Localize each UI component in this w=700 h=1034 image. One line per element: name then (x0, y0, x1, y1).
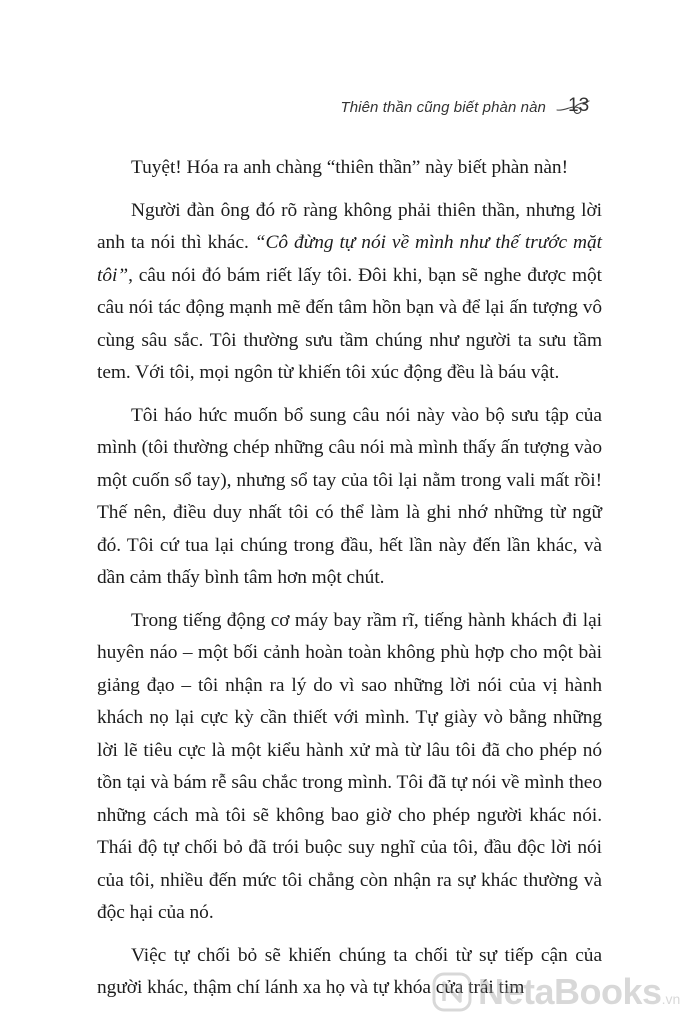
watermark-suffix: .vn (661, 991, 681, 1007)
watermark (432, 972, 680, 1012)
quoted-phrase: “Cô đừng tự nói về mình như thế trước mặt tôi” (97, 232, 602, 286)
page-number: 13 (568, 95, 590, 116)
running-header (340, 98, 590, 116)
paragraph-4: Trong tiếng động cơ máy bay rầm rĩ, tiếng hành khách đi lại huyên náo – một bối cảnh hoàn toàn không phù hợp cho một bài giảng đạo – tôi nhận ra lý do vì sao những lời nói của vị hành khách nọ lại cực kỳ cần thiết với mình. Tự giày vò bằng những lời lẽ tiêu cực là một kiểu hành xử mà từ lâu tôi đã cho phép nó tồn tại và bám rễ sâu chắc trong mình. Tôi đã tự nói về mình theo những cách mà tôi sẽ không bao giờ cho phép người khác nói. Thái độ tự chối bỏ đã trói buộc suy nghĩ của tôi, đầu độc lời nói của tôi, nhiều đến mức tôi chẳng còn nhận ra sự khác thường và độc hại của nó. (97, 609, 602, 923)
netabooks-logo-icon (432, 972, 472, 1012)
paragraph-5: Việc tự chối bỏ sẽ khiến chúng ta chối từ sự tiếp cận của người khác, thậm chí lánh xa họ và tự khóa cửa trái tim (97, 944, 602, 998)
paragraph-2 (97, 195, 602, 390)
paragraph-1: Tuyệt! Hóa ra anh chàng “thiên thần” này biết phàn nàn! (131, 157, 568, 178)
paragraph-2-before: Người đàn ông đó rõ ràng không phải thiên thần, nhưng lời anh ta nói thì khác. (97, 199, 602, 253)
paragraph-2-after: , câu nói đó bám riết lấy tôi. Đôi khi, bạn sẽ nghe được một câu nói tác động mạnh mẽ đến tâm hồn bạn và để lại ấn tượng vô cùng sâu sắc. Tôi thường sưu tầm chúng như người ta sưu tầm tem. Với tôi, mọi ngôn từ khiến tôi xúc động đều là báu vật. (97, 264, 602, 383)
body-text (97, 152, 602, 1005)
watermark-text (478, 971, 681, 1012)
watermark-brand: NetaBooks (478, 971, 662, 1012)
paragraph-3: Tôi háo hức muốn bổ sung câu nói này vào bộ sưu tập của mình (tôi thường chép những câu nói mà mình thấy ấn tượng vào một cuốn sổ tay), nhưng sổ tay của tôi lại nằm trong vali mất rồi! Thế nên, điều duy nhất tôi có thể làm là ghi nhớ những từ ngữ đó. Tôi cứ tua lại chúng trong đầu, hết lần này đến lần khác, và dần cảm thấy bình tâm hơn một chút. (97, 404, 602, 588)
running-title: Thiên thần cũng biết phàn nàn (340, 98, 546, 116)
